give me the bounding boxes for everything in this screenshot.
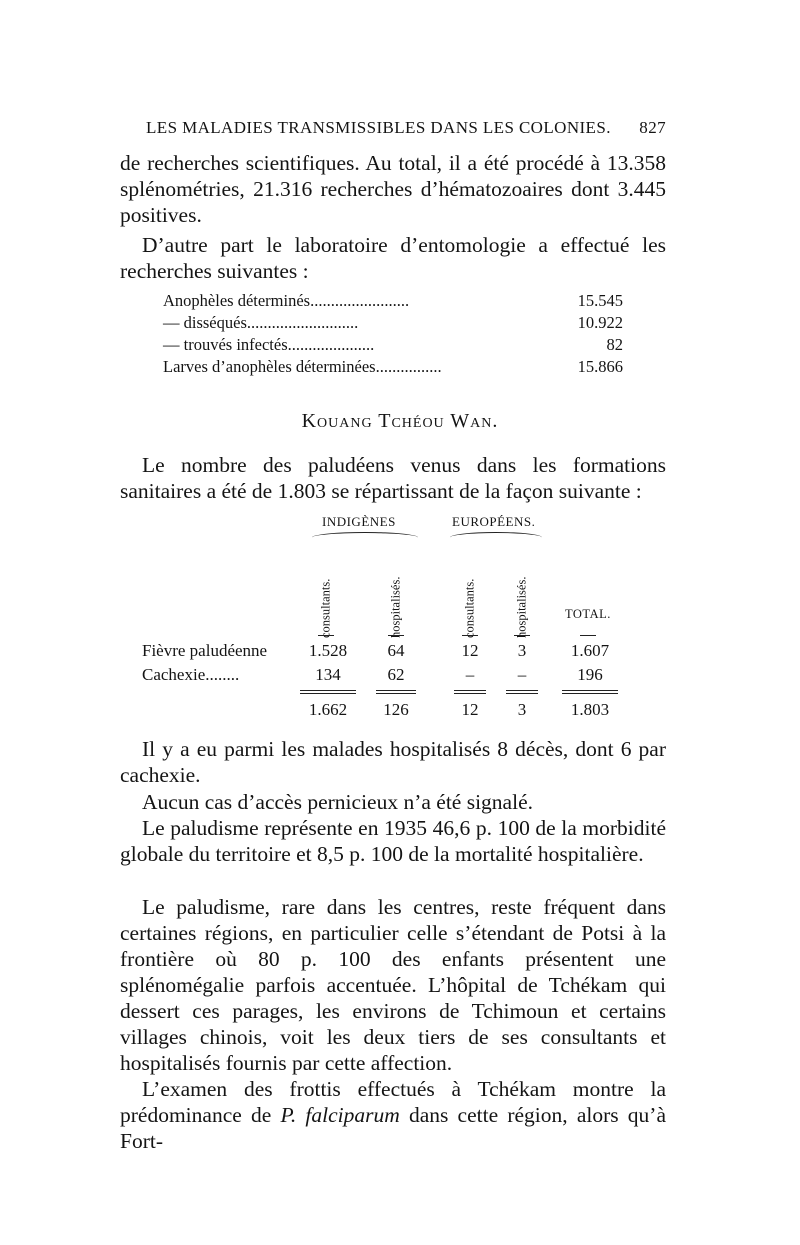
column-dash bbox=[318, 635, 334, 636]
species-name: P. falciparum bbox=[280, 1103, 400, 1127]
column-header-consultants: consultants. bbox=[462, 578, 477, 638]
sum-rule bbox=[300, 693, 356, 694]
column-dash bbox=[462, 635, 478, 636]
row-label-fievre: Fièvre paludéenne bbox=[142, 641, 268, 660]
cell-ind-cons: 134 bbox=[315, 665, 341, 684]
cell-ind-cons: 1.528 bbox=[308, 641, 348, 660]
group-brace-indigenes bbox=[312, 532, 418, 543]
frottis-text-after: dans cette région, alors qu’à Fort- bbox=[120, 1103, 667, 1153]
list-item-label: — trouvés infectés..................... bbox=[163, 335, 375, 354]
column-header-consultants: consultants. bbox=[318, 578, 333, 638]
cell-ind-hosp: 64 bbox=[387, 641, 405, 660]
total-eur-cons: 12 bbox=[461, 700, 479, 719]
cell-eur-hosp: 3 bbox=[517, 641, 527, 660]
cell-eur-cons: 12 bbox=[461, 641, 479, 660]
sum-rule bbox=[454, 693, 486, 694]
list-item bbox=[163, 356, 623, 378]
list-item-value: 82 bbox=[606, 335, 623, 354]
column-header-total: TOTAL. bbox=[565, 607, 611, 621]
list-item-value: 15.866 bbox=[577, 357, 623, 376]
section-title: Kouang Tchéou Wan. bbox=[301, 410, 499, 432]
paragraph-pernicieux: Aucun cas d’accès pernicieux n’a été signalé. bbox=[142, 790, 533, 814]
sum-rule bbox=[506, 693, 538, 694]
column-header-hospitalises: hospitalisés. bbox=[388, 576, 403, 638]
frottis-text-before: L’examen des frottis effectués à Tchékam montre la prédominance de bbox=[120, 1077, 666, 1127]
running-title: LES MALADIES TRANSMISSIBLES DANS LES COLONIES. bbox=[146, 118, 611, 137]
group-header-europeens: EUROPÉENS. bbox=[452, 514, 536, 529]
page-number: 827 bbox=[639, 118, 666, 137]
list-item-label: Larves d’anophèles déterminées................ bbox=[163, 357, 442, 376]
sum-rule bbox=[376, 693, 416, 694]
group-brace-europeens bbox=[450, 532, 542, 543]
column-header-hospitalises: hospitalisés. bbox=[514, 576, 529, 638]
paragraph-frottis bbox=[120, 1076, 666, 1154]
total-eur-hosp: 3 bbox=[517, 700, 527, 719]
total-ind-cons: 1.662 bbox=[308, 700, 348, 719]
malaria-table bbox=[142, 510, 630, 725]
entomology-list bbox=[163, 290, 623, 378]
list-item-value: 15.545 bbox=[577, 291, 623, 310]
paragraph-regions: Le paludisme, rare dans les centres, reste fréquent dans certaines régions, en particulier celle s’étendant de Potsi à la frontière où 80 p. 100 des enfants présentent une splénomégalie parfois accentuée. L’hôpital de Tchékam qui dessert ces parages, les environs de Tchimoun et certains villages chinois, voit les deux tiers de ses consultants et hospitalisés fournis par cette affection. bbox=[120, 895, 666, 1075]
sum-rule bbox=[376, 690, 416, 691]
table-intro-paragraph: Le nombre des paludéens venus dans les formations sanitaires a été de 1.803 se répartissant de la façon suivante : bbox=[120, 453, 666, 503]
list-item bbox=[163, 334, 623, 356]
sum-rule bbox=[506, 690, 538, 691]
list-item bbox=[163, 290, 623, 312]
cell-total: 1.607 bbox=[570, 641, 610, 660]
cell-eur-cons: – bbox=[465, 665, 475, 684]
cell-eur-hosp: – bbox=[517, 665, 527, 684]
list-item-label: — disséqués........................... bbox=[163, 313, 359, 332]
paragraph-deces: Il y a eu parmi les malades hospitalisés 8 décès, dont 6 par cachexie. bbox=[120, 737, 666, 787]
column-dash bbox=[514, 635, 530, 636]
sum-rule bbox=[562, 693, 618, 694]
row-label-cachexie: Cachexie........ bbox=[142, 665, 240, 684]
column-dash bbox=[388, 635, 404, 636]
entomology-paragraph: D’autre part le laboratoire d’entomologie a effectué les recherches suivantes : bbox=[120, 233, 666, 283]
running-header bbox=[146, 118, 666, 138]
sum-rule bbox=[300, 690, 356, 691]
list-item bbox=[163, 312, 623, 334]
paragraph-morbidite: Le paludisme représente en 1935 46,6 p. 100 de la morbidité globale du territoire et 8,5 p. 100 de la mortalité hospitalière. bbox=[120, 816, 666, 866]
cell-total: 196 bbox=[577, 665, 603, 684]
list-item-value: 10.922 bbox=[577, 313, 623, 332]
sum-rule bbox=[562, 690, 618, 691]
total-ind-hosp: 126 bbox=[383, 700, 409, 719]
intro-paragraph: de recherches scientifiques. Au total, il a été procédé à 13.358 splénométries, 21.316 recherches d’hématozoaires dont 3.445 positives. bbox=[120, 151, 666, 227]
sum-rule bbox=[454, 690, 486, 691]
column-dash bbox=[580, 635, 596, 636]
list-item-label: Anophèles déterminés........................ bbox=[163, 291, 410, 310]
group-header-indigenes: INDIGÈNES bbox=[322, 514, 396, 529]
cell-ind-hosp: 62 bbox=[387, 665, 405, 684]
grand-total: 1.803 bbox=[570, 700, 610, 719]
